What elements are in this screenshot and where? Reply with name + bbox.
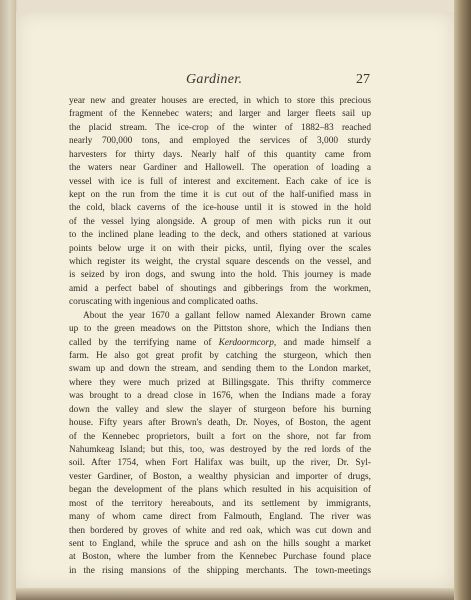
text-line: house. Fifty years after Brown's death, Dr. Noyes, of Boston, the agent (69, 418, 371, 429)
text-line: most of the territory hereabouts, and its settlement by immigrants, (69, 498, 371, 509)
text-line: sent to England, while the spruce and ash on the hills sought a market (69, 538, 371, 549)
text-fragment: called by the terrifying name of (69, 337, 219, 348)
text-line: was brought to a dread close in 1676, when the Indians made a foray (69, 391, 371, 402)
binding-edge (0, 0, 16, 600)
text-line: is seized by iron dogs, and swung into the hold. This journey is made (69, 270, 371, 281)
text-line: farm. He also got great profit by catching the sturgeon, which then (69, 351, 371, 362)
text-line: the waters near Gardiner and Hallowell. The operation of loading a (69, 163, 371, 174)
text-line: points below urge it on with their picks, until, flying over the scales (69, 243, 371, 254)
text-line: began the development of the plans which resulted in his acquisition of (69, 485, 371, 496)
text-fragment: , and made himself a (273, 337, 371, 348)
text-line: nearly 700,000 tons, and employed the services of 3,000 sturdy (69, 136, 371, 147)
text-line: then bordered by groves of white and red oak, which was cut down and (69, 525, 371, 536)
text-line-mixed (69, 337, 371, 350)
text-line: at Boston, where the lumber from the Kennebec Purchase found place (69, 552, 371, 563)
text-line: fragment of the Kennebec waters; and larger and larger fleets sail up (69, 109, 371, 120)
italic-place-name: Kerdoormcorp (218, 337, 274, 348)
text-line: up to the green meadows on the Pittston shore, which the Indians then (69, 324, 371, 335)
text-line: to the inclined plane leading to the deck, and others stationed at various (69, 230, 371, 241)
text-line: down the valley and slew the slayer of sturgeon before his burning (69, 404, 371, 415)
text-line: harvesters for thirty days. Nearly half of this quantity came from (69, 149, 371, 160)
text-line: which register its weight, the crystal square descends on the vessel, and (69, 257, 371, 268)
text-line: in the rising mansions of the shipping merchants. The town-meetings (69, 565, 371, 576)
text-line: of the Kennebec proprietors, built a fort on the shore, not far from (69, 431, 371, 442)
text-line: year new and greater houses are erected, in which to store this precious (69, 96, 371, 106)
text-line: coruscating with ingenious and complicated oaths. (69, 297, 258, 308)
text-line: soil. After 1754, when Fort Halifax was built, up the river, Dr. Syl- (69, 458, 371, 469)
text-line: vessel with ice is full of interest and excitement. Each cake of ice is (69, 176, 371, 187)
text-line: the placid stream. The ice-crop of the winter of 1882–83 reached (69, 122, 371, 133)
text-line: vester Gardiner, of Boston, a wealthy physician and importer of drugs, (69, 471, 371, 482)
text-line: amid a perfect babel of shoutings and gibberings from the workmen, (69, 283, 371, 294)
text-line: of the vessel lying alongside. A group of men with picks run it out (69, 216, 371, 227)
running-head: Gardiner. (186, 72, 243, 87)
body-text (69, 95, 371, 578)
text-line: many of whom came direct from Falmouth, England. The river was (69, 512, 371, 523)
text-line: Nahumkeag Island; but this, too, was destroyed by the red lords of the (69, 444, 371, 455)
text-line: kept on the run from the time it is cut out of the half-unified mass in (69, 189, 371, 200)
text-line: the cold, black caverns of the ice-house until it is stowed in the hold (69, 203, 371, 214)
page-bottom-edge (16, 588, 454, 600)
text-line: swam up and down the stream, and sending them to the London market, (69, 364, 371, 375)
text-line: About the year 1670 a gallant fellow named Alexander Brown came (83, 310, 371, 321)
page-number: 27 (356, 72, 370, 87)
page-stack-edge (454, 0, 471, 600)
text-line: where they were much prized at Billingsgate. This thrifty commerce (69, 377, 371, 388)
